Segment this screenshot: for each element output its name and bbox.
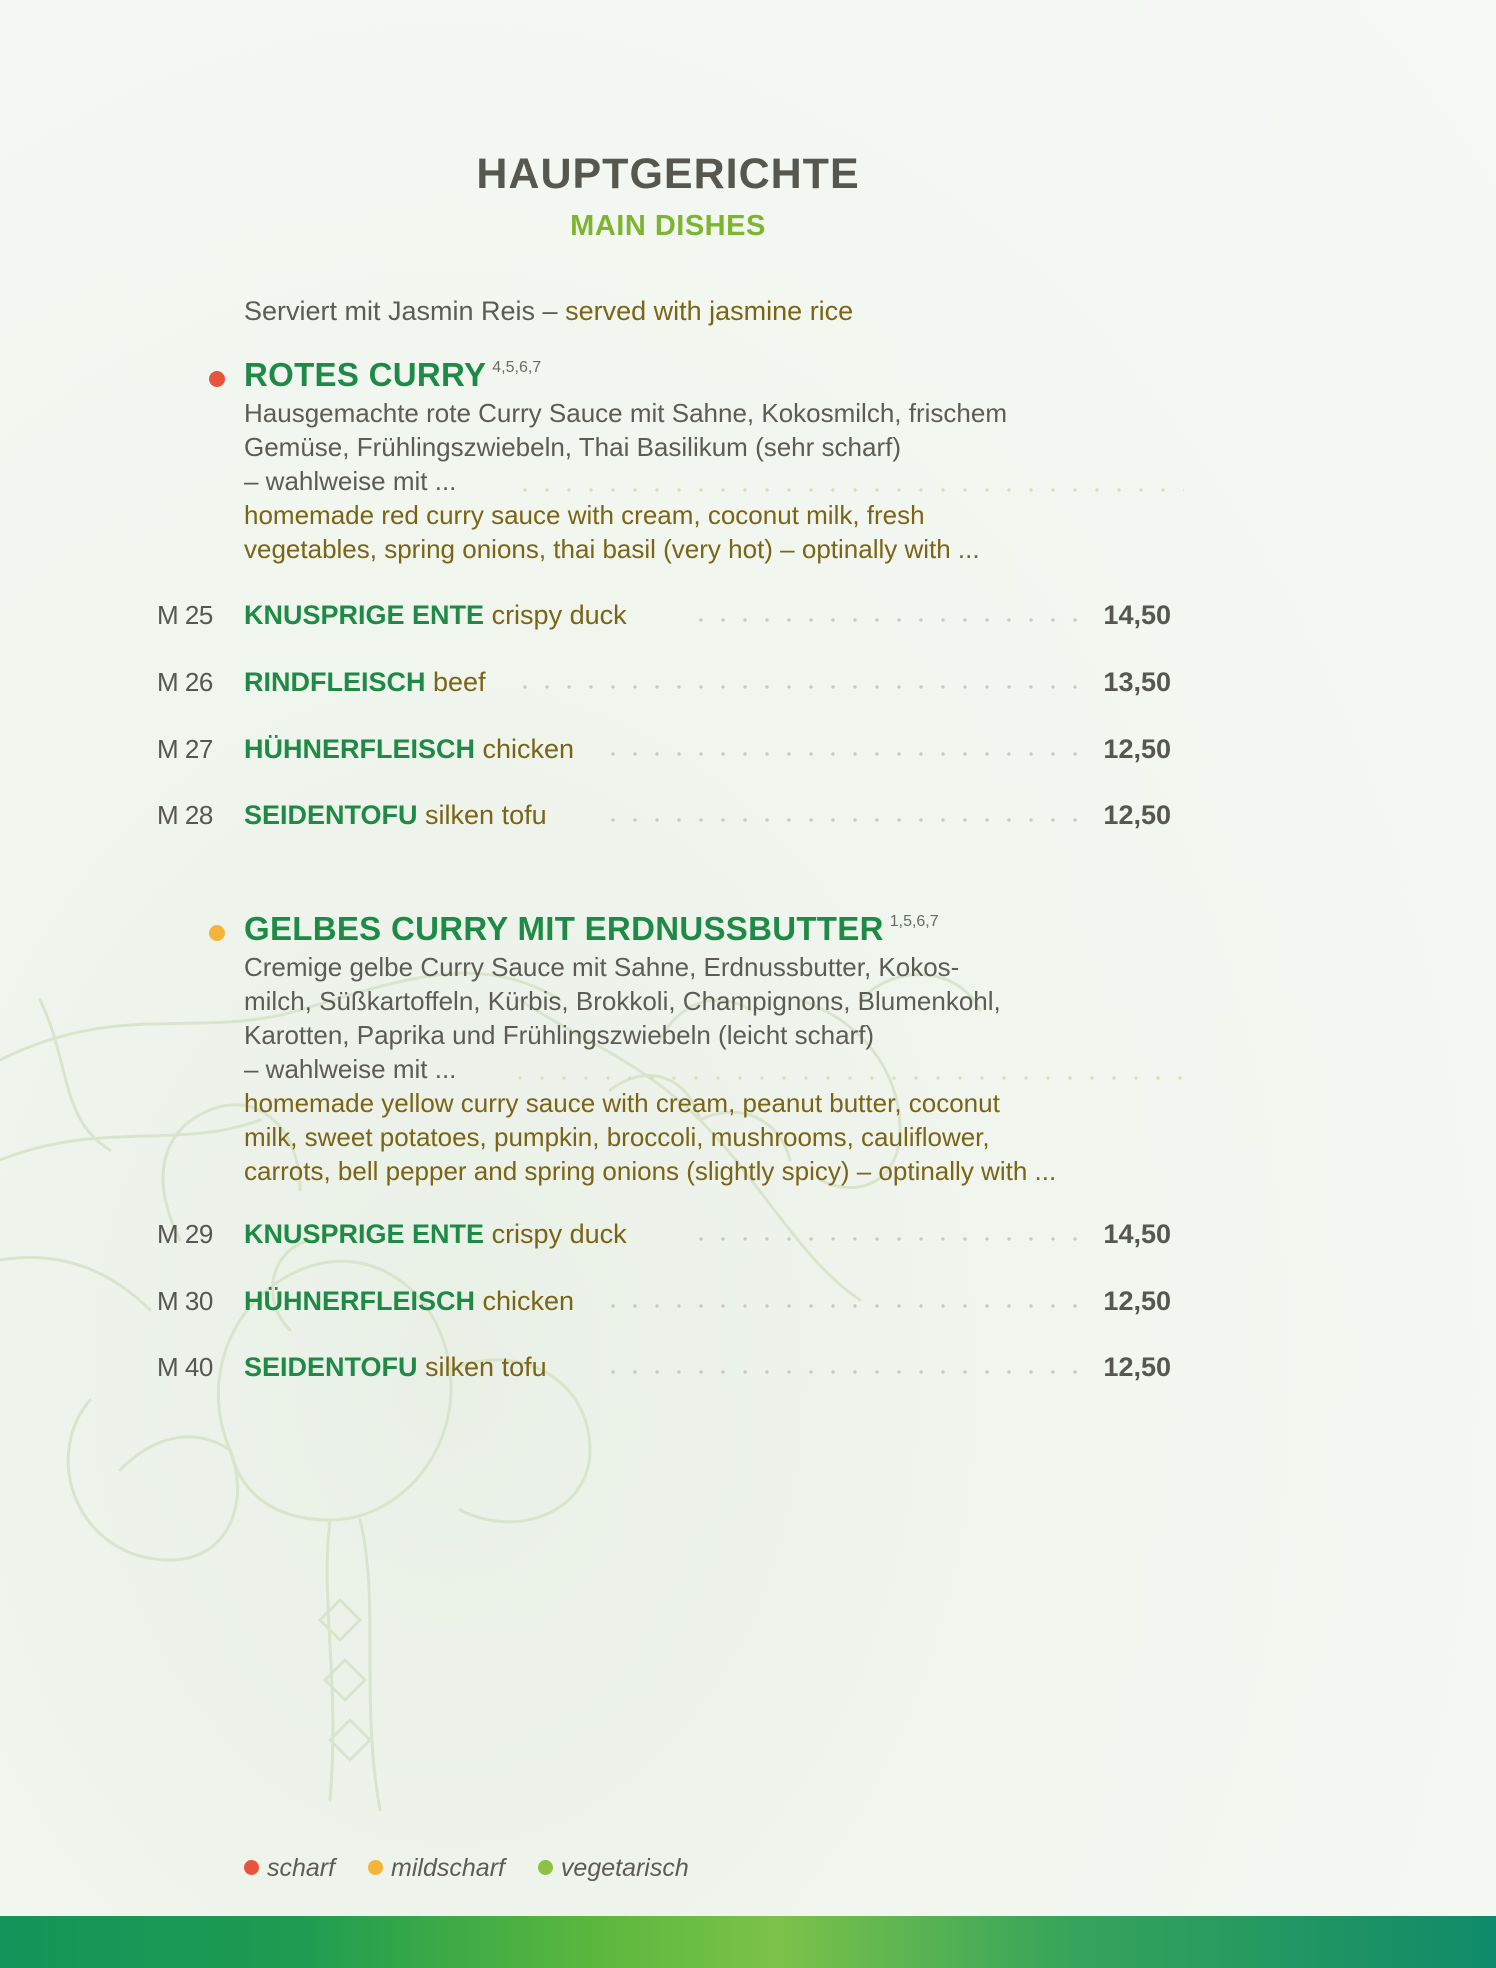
legend-label: vegetarisch bbox=[560, 1854, 689, 1882]
allergen-codes: 1,5,6,7 bbox=[889, 913, 939, 930]
legend-item-vegetarisch bbox=[538, 1854, 689, 1883]
item-name-en: silken tofu bbox=[425, 1352, 547, 1382]
menu-item bbox=[0, 796, 1496, 836]
item-price: 12,50 bbox=[1103, 1286, 1171, 1316]
allergen-codes: 4,5,6,7 bbox=[492, 359, 542, 376]
dish-description bbox=[244, 950, 1184, 1188]
dot-leader bbox=[610, 1304, 1086, 1308]
item-name-de: HÜHNERFLEISCH bbox=[244, 1286, 476, 1316]
mild-dot-icon bbox=[368, 1860, 383, 1875]
menu-item bbox=[0, 1282, 1496, 1322]
mild-dot-icon bbox=[209, 925, 225, 941]
item-code: M 25 bbox=[157, 600, 213, 630]
dish-description bbox=[244, 396, 1184, 566]
dish-heading bbox=[244, 910, 939, 948]
item-code: M 30 bbox=[157, 1286, 213, 1316]
item-name bbox=[244, 600, 627, 631]
rice-note bbox=[244, 296, 853, 327]
dotted-separator bbox=[509, 1076, 1184, 1080]
dot-leader bbox=[688, 618, 1086, 622]
item-price: 14,50 bbox=[1103, 1219, 1171, 1249]
item-name-de: SEIDENTOFU bbox=[244, 800, 418, 830]
item-name-en: crispy duck bbox=[491, 600, 627, 630]
menu-item bbox=[0, 663, 1496, 703]
item-name bbox=[244, 800, 547, 831]
item-name-de: RINDFLEISCH bbox=[244, 667, 426, 697]
description-de-line: Cremige gelbe Curry Sauce mit Sahne, Erdnussbutter, Kokos- bbox=[244, 952, 960, 982]
description-en-line: homemade red curry sauce with cream, coconut milk, fresh bbox=[244, 500, 925, 530]
menu-item bbox=[0, 1348, 1496, 1388]
item-name-en: silken tofu bbox=[425, 800, 547, 830]
item-code: M 27 bbox=[157, 734, 213, 764]
menu-item bbox=[0, 730, 1496, 770]
item-price: 12,50 bbox=[1103, 800, 1171, 830]
item-name bbox=[244, 667, 486, 698]
item-name-en: chicken bbox=[482, 1286, 575, 1316]
legend-label: scharf bbox=[267, 1854, 336, 1882]
item-name-de: KNUSPRIGE ENTE bbox=[244, 600, 485, 630]
dotted-separator bbox=[514, 488, 1184, 492]
description-de-line: Gemüse, Frühlingszwiebeln, Thai Basilikum (sehr scharf) bbox=[244, 432, 901, 462]
item-name bbox=[244, 734, 574, 765]
item-name-de: SEIDENTOFU bbox=[244, 1352, 418, 1382]
item-code: M 40 bbox=[157, 1352, 213, 1382]
dish-heading bbox=[244, 356, 541, 394]
item-name bbox=[244, 1352, 547, 1383]
description-de-line: milch, Süßkartoffeln, Kürbis, Brokkoli, Champignons, Blumenkohl, bbox=[244, 986, 1001, 1016]
item-code: M 28 bbox=[157, 800, 213, 830]
rice-note-en: served with jasmine rice bbox=[565, 296, 854, 326]
description-de-line: – wahlweise mit ... bbox=[244, 1054, 457, 1084]
legend-item-scharf bbox=[244, 1854, 335, 1883]
item-name-en: chicken bbox=[482, 734, 575, 764]
dot-leader bbox=[610, 752, 1086, 756]
page-subtitle: MAIN DISHES bbox=[570, 210, 766, 242]
vegetarian-dot-icon bbox=[538, 1860, 553, 1875]
item-name bbox=[244, 1286, 574, 1317]
legend-item-mildscharf bbox=[368, 1854, 505, 1883]
item-price: 14,50 bbox=[1103, 600, 1171, 630]
hot-dot-icon bbox=[209, 371, 225, 387]
description-en-line: homemade yellow curry sauce with cream, peanut butter, coconut bbox=[244, 1088, 1000, 1118]
item-name-en: crispy duck bbox=[491, 1219, 627, 1249]
legend-label: mildscharf bbox=[391, 1854, 505, 1882]
dot-leader bbox=[522, 685, 1086, 689]
spice-legend bbox=[244, 1854, 715, 1883]
menu-item bbox=[0, 596, 1496, 636]
item-name-en: beef bbox=[433, 667, 486, 697]
hot-dot-icon bbox=[244, 1860, 259, 1875]
dish-name: ROTES CURRY bbox=[244, 356, 487, 393]
item-price: 12,50 bbox=[1103, 734, 1171, 764]
dot-leader bbox=[610, 818, 1086, 822]
description-en-line: vegetables, spring onions, thai basil (very hot) – optinally with ... bbox=[244, 534, 980, 564]
dish-name: GELBES CURRY MIT ERDNUSSBUTTER bbox=[244, 910, 884, 947]
description-de-line: – wahlweise mit ... bbox=[244, 466, 457, 496]
description-en-line: carrots, bell pepper and spring onions (slightly spicy) – optinally with ... bbox=[244, 1156, 1057, 1186]
item-price: 12,50 bbox=[1103, 1352, 1171, 1382]
menu-item bbox=[0, 1215, 1496, 1255]
description-de-line: Karotten, Paprika und Frühlingszwiebeln (leicht scharf) bbox=[244, 1020, 875, 1050]
dot-leader bbox=[688, 1237, 1086, 1241]
page-title: HAUPTGERICHTE bbox=[476, 150, 860, 198]
item-name-de: KNUSPRIGE ENTE bbox=[244, 1219, 485, 1249]
item-name-de: HÜHNERFLEISCH bbox=[244, 734, 476, 764]
description-en-line: milk, sweet potatoes, pumpkin, broccoli, mushrooms, cauliflower, bbox=[244, 1122, 990, 1152]
description-de-line-with-fill bbox=[244, 464, 1184, 498]
rice-note-de: Serviert mit Jasmin Reis – bbox=[244, 296, 558, 326]
item-price: 13,50 bbox=[1103, 667, 1171, 697]
description-de-line: Hausgemachte rote Curry Sauce mit Sahne, Kokosmilch, frischem bbox=[244, 398, 1007, 428]
item-code: M 26 bbox=[157, 667, 213, 697]
item-code: M 29 bbox=[157, 1219, 213, 1249]
footer-band bbox=[0, 1916, 1496, 1968]
description-de-line-with-fill bbox=[244, 1052, 1184, 1086]
item-name bbox=[244, 1219, 627, 1250]
dot-leader bbox=[610, 1370, 1086, 1374]
